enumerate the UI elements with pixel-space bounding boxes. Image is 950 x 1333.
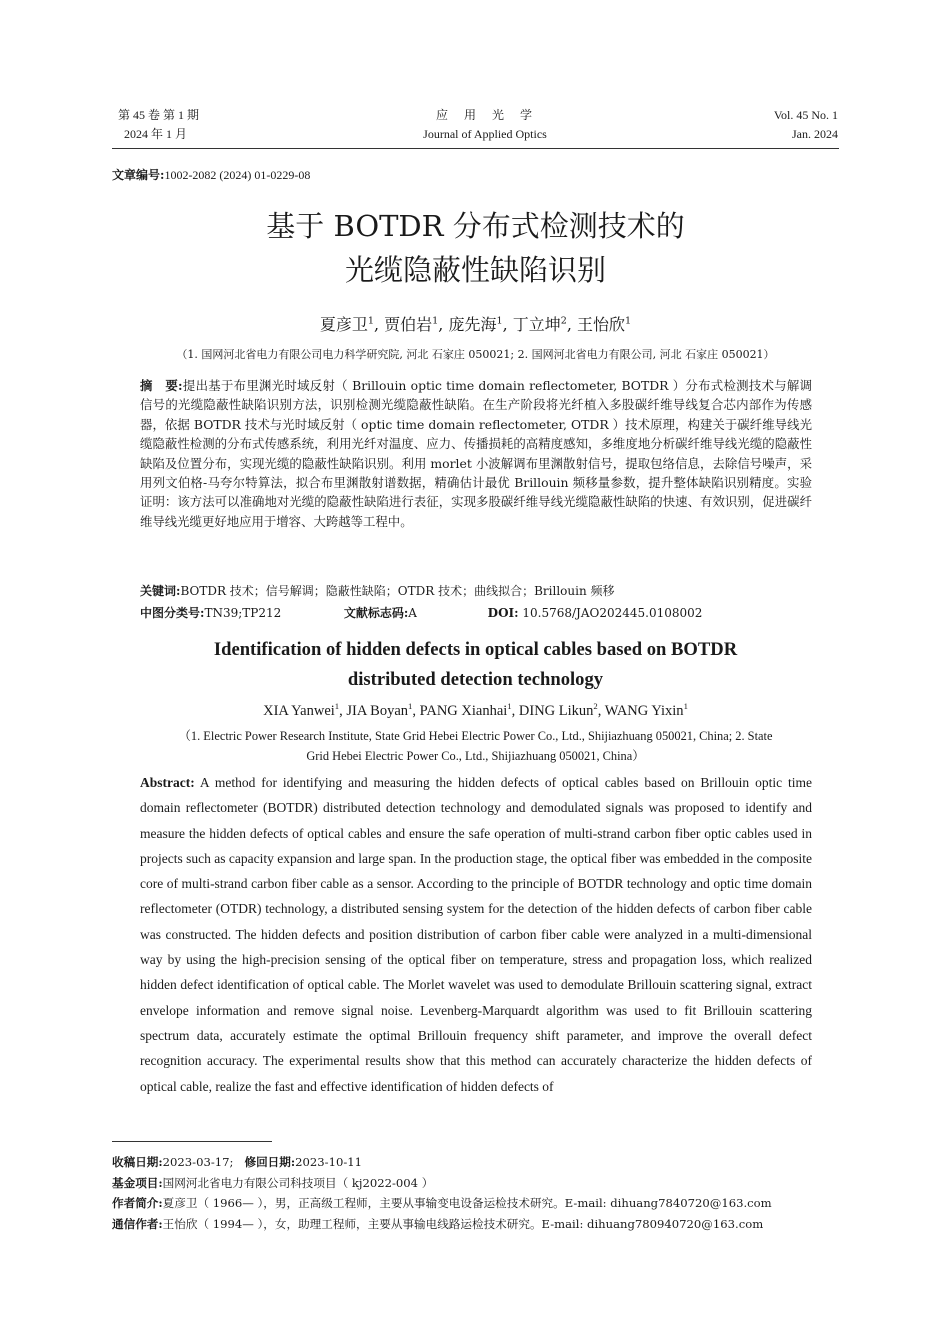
- article-number: [112, 166, 310, 183]
- en-affiliation: [112, 726, 839, 766]
- cn-affiliation: （1. 国网河北省电力有限公司电力科学研究院, 河北 石家庄 050021; 2. 国网河北省电力有限公司, 河北 石家庄 050021）: [176, 348, 775, 361]
- footnote-rule: [112, 1141, 272, 1142]
- corresponding-author: 通信作者:王怡欣（ 1994— ），女，助理工程师，主要从事输电线路运检技术研究。E-mail: dihuang780940720@163.com: [112, 1216, 764, 1231]
- author: 夏彦卫: [319, 315, 368, 334]
- journal-name: [330, 106, 640, 144]
- author: PANG Xianhai: [419, 703, 508, 719]
- footnotes: [112, 1152, 839, 1234]
- author-bio: 作者简介:夏彦卫（ 1966— ），男，正高级工程师，主要从事输变电设备运检技术研究。E-mail: dihuang7840720@163.com: [112, 1196, 772, 1210]
- journal-name-en: Journal of Applied Optics: [423, 127, 547, 141]
- document-code: 文献标志码:A: [343, 606, 417, 620]
- en-title: [112, 635, 839, 695]
- cn-abstract: [140, 376, 812, 531]
- en-abstract: [140, 770, 812, 1099]
- author: XIA Yanwei: [263, 703, 335, 719]
- en-title-line1: Identification of hidden defects in optical cables based on BOTDR: [213, 639, 738, 660]
- issue-date: 2024 年 1 月: [124, 127, 188, 141]
- cn-authors: 夏彦卫$^1$, 贾伯岩$^1$, 庞先海$^1$, 丁立坤$^2$, 王怡欣$^1$: [319, 315, 632, 334]
- classification: [140, 604, 812, 621]
- keywords-label: 关键词:: [140, 584, 181, 598]
- journal-issue: [118, 106, 199, 144]
- journal-volume-en: [774, 106, 838, 144]
- author-sup: 1: [496, 315, 503, 327]
- author-sup: 1: [367, 315, 374, 327]
- cn-abstract-label: 摘 要:: [140, 378, 183, 393]
- keywords-text: BOTDR 技术；信号解调；隐蔽性缺陷；OTDR 技术；曲线拟合；Brillouin 频移: [180, 584, 615, 598]
- author: 庞先海: [448, 315, 497, 334]
- en-affiliation-line2: Grid Hebei Electric Power Co., Ltd., Shijiazhuang 050021, China）: [306, 749, 645, 763]
- fund-project: 基金项目:国网河北省电力有限公司科技项目（ kj2022-004 ）: [112, 1175, 434, 1190]
- cn-abstract-text: 提出基于布里渊光时域反射（ Brillouin optic time domain reflectometer, BOTDR ）分布式检测技术与解调信号的光缆隐蔽性缺陷识别方法，识别检测光缆隐蔽性缺陷。在生产阶段将光纤植入多股碳纤维导线复合芯内部作为传感器，依据 BOTDR 技术与光时域反射（ optic time domain reflectometer, OTDR ）技术原理，构建关于碳纤维导线光缆隐蔽性检测的分布式传感系统，利用光纤对温度、应力、传播损耗的高精度感知，多维度地分析碳纤维导线光缆的隐蔽性缺陷及位置分布，实现光缆的隐蔽性缺陷识别。利用 morlet 小波解调布里渊散射信号，提取包络信息，去除信号噪声，采用列文伯格-马夸尔特算法，拟合布里渊散射谱数据，精确估计最优 Brillouin 频移量参数，提升整体缺陷识别精度。实验证明：该方法可以准确地对光缆的隐蔽性缺陷进行表征，实现多股碳纤维导线光缆隐蔽性缺陷的快速、有效识别，促进碳纤维导线光缆更好地应用于增容、大跨越等工程中。: [140, 378, 812, 529]
- en-authors: XIA Yanwei$^1$, JIA Boyan$^1$, PANG Xianhai$^1$, DING Likun$^2$, WANG Yixin$^1$: [263, 701, 688, 719]
- author-sup: 2: [560, 315, 567, 327]
- author-sup: 1: [625, 315, 632, 327]
- cn-title: [112, 204, 839, 292]
- author: 丁立坤: [512, 315, 561, 334]
- author: DING Likun: [518, 703, 594, 719]
- author: 贾伯岩: [384, 315, 433, 334]
- en-abstract-label: Abstract:: [140, 775, 195, 790]
- keywords: [140, 582, 812, 599]
- author: WANG Yixin: [604, 703, 684, 719]
- author: 王怡欣: [577, 315, 626, 334]
- doi: DOI: 10.5768/JAO202445.0108002: [487, 606, 703, 620]
- article-number-label: 文章编号:: [112, 168, 165, 182]
- volume-en: Vol. 45 No. 1: [773, 108, 838, 122]
- clc-number: 中图分类号:TN39;TP212: [140, 606, 282, 620]
- article-number-value: 1002-2082 (2024) 01-0229-08: [164, 168, 311, 182]
- author-sup: 1: [432, 315, 439, 327]
- date-en: Jan. 2024: [792, 127, 838, 141]
- received-dates: 收稿日期:2023-03-17; 修回日期:2023-10-11: [112, 1155, 362, 1169]
- en-abstract-text: A method for identifying and measuring the hidden defects of optical cables based on Brillouin optic time domain reflectometer (BOTDR) distributed detection technology and demodulated signals was proposed to identify and measure the hidden defects of optical cables and ensure the safe operation of multi-strand carbon fiber optic cables used in projects such as capacity expansion and large span. In the production stage, the optical fiber was embedded in the composite core of multi-strand carbon fiber cable as a sensor. According to the principle of BOTDR technology and optic time domain reflectometer (OTDR) technology, a distributed sensing system for the detection of the hidden defects of carbon fiber cable was constructed. The hidden defects and position distribution of carbon fiber cable were analyzed in a multi-dimensional way by using the high-precision sensing of the optical fiber on temperature, stress and propagation loss, which realized hidden defect identification of optical cable. The Morlet wavelet was used to demodulate Brillouin scattering signal, extract envelope information and remove signal noise. Levenberg-Marquardt algorithm was used to fit Brillouin scattering spectrum data, accurately estimate the optimal Brillouin frequency shift parameter, and improve the overall defect recognition accuracy. The experimental results show that this method can accurately characterize the hidden defects of optical cable, realize the fast and effective identification of hidden defects of: [140, 775, 812, 1094]
- journal-name-cn: 应 用 光 学: [435, 108, 534, 122]
- cn-title-line1: 基于 BOTDR 分布式检测技术的: [266, 209, 685, 243]
- issue-volume: 第 45 卷 第 1 期: [118, 108, 200, 122]
- cn-title-line2: 光缆隐蔽性缺陷识别: [344, 253, 606, 287]
- header-rule: [112, 148, 839, 149]
- author: JIA Boyan: [346, 703, 409, 719]
- en-affiliation-line1: （1. Electric Power Research Institute, State Grid Hebei Electric Power Co., Ltd., Shijiazhuang 050021, China; 2. State: [178, 729, 773, 743]
- en-title-line2: distributed detection technology: [347, 669, 604, 690]
